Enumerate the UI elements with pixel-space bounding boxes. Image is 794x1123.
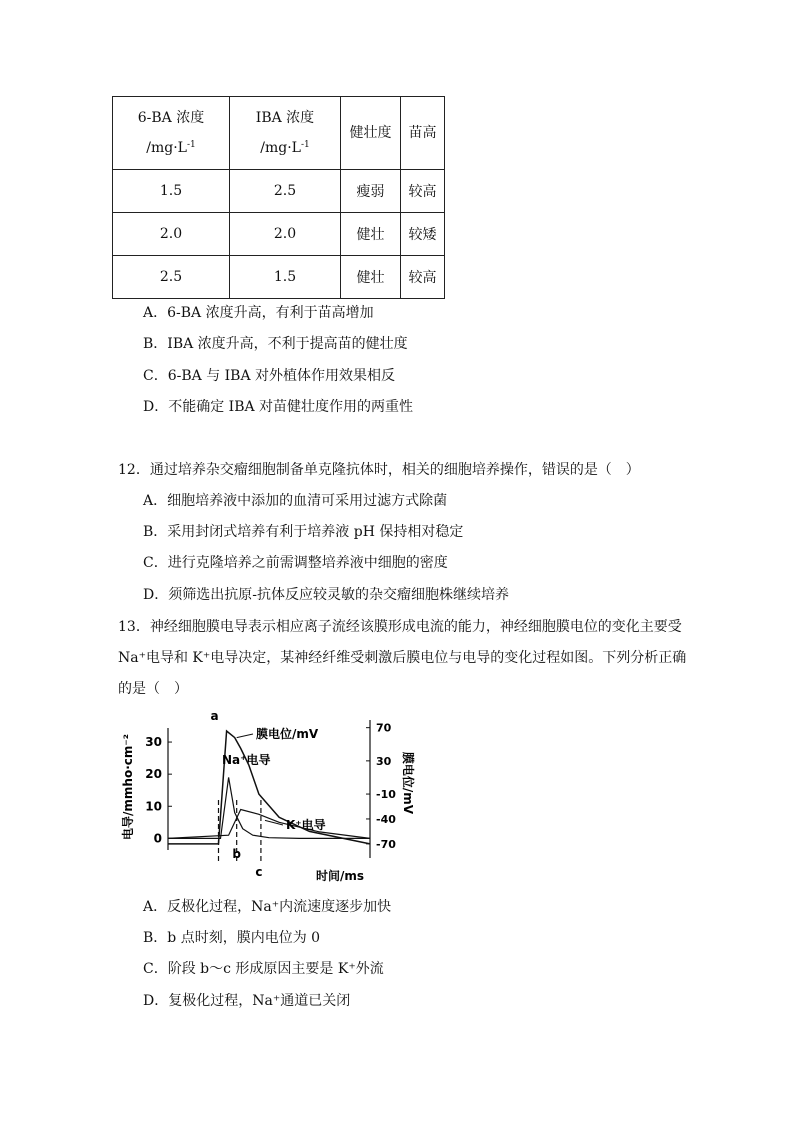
left-tick-label: 0 (153, 831, 162, 846)
table-cell: 较矮 (401, 213, 445, 256)
table-cell: 瘦弱 (341, 170, 401, 213)
table-row (113, 170, 445, 213)
series-line-0 (168, 731, 370, 844)
table-cell: 2.0 (113, 213, 230, 256)
header-6ba: 6-BA 浓度 $/mg\cdot L^{-1}$ (113, 97, 230, 170)
right-tick-label: -10 (376, 788, 396, 802)
q13-stem-line1: 13．神经细胞膜电导表示相应离子流经该膜形成电流的能力，神经细胞膜电位的变化主要受 (118, 619, 682, 635)
right-tick-label: -70 (376, 837, 396, 851)
membrane-potential-chart (110, 708, 415, 890)
table-header-row (113, 97, 445, 170)
q12-option-b: B．采用封闭式培养有利于培养液 pH 保持相对稳定 (143, 524, 464, 540)
q11-option-a: A．6-BA 浓度升高，有利于苗高增加 (143, 305, 374, 321)
table-cell: 1.5 (113, 170, 230, 213)
right-tick-label: 30 (376, 754, 392, 768)
series-line-1 (168, 777, 370, 838)
header-robustness: 健壮度 (341, 97, 401, 170)
table-cell: 2.5 (113, 256, 230, 299)
header-height: 苗高 (401, 97, 445, 170)
series-label-k: K⁺电导 (286, 818, 326, 832)
right-tick-label: 70 (376, 721, 392, 735)
q13-stem-line2: Na⁺电导和 K⁺电导决定，某神经纤维受刺激后膜电位与电导的变化过程如图。下列分析正确 (118, 650, 687, 666)
table-cell: 健壮 (341, 256, 401, 299)
q12-option-d: D．须筛选出抗原-抗体反应较灵敏的杂交瘤细胞株继续培养 (143, 587, 509, 603)
point-label-b: b (232, 847, 241, 861)
x-axis-label: 时间/ms (315, 869, 365, 883)
series-line-2 (168, 810, 370, 839)
point-label-a: a (210, 709, 219, 723)
q12-option-c: C．进行克隆培养之前需调整培养液中细胞的密度 (143, 555, 448, 571)
series-label-potential: 膜电位/mV (256, 727, 319, 741)
table-cell: 1.5 (230, 256, 341, 299)
table-cell: 健壮 (341, 213, 401, 256)
table-cell: 较高 (401, 256, 445, 299)
left-tick-label: 20 (145, 767, 162, 782)
series-label-na: Na⁺电导 (222, 753, 271, 767)
y-axis-label-right: 膜电位/mV (401, 751, 415, 815)
q11-option-b: B．IBA 浓度升高，不利于提高苗的健壮度 (143, 336, 408, 352)
data-table (112, 96, 445, 299)
table-cell: 2.5 (230, 170, 341, 213)
q11-option-c: C．6-BA 与 IBA 对外植体作用效果相反 (143, 368, 396, 384)
q13-option-c: C．阶段 b～c 形成原因主要是 K⁺外流 (143, 961, 384, 977)
left-tick-label: 30 (145, 735, 162, 750)
q13-option-b: B．b 点时刻，膜内电位为 0 (143, 930, 321, 946)
q13-option-d: D．复极化过程，Na⁺通道已关闭 (143, 993, 351, 1009)
table-cell: 2.0 (230, 213, 341, 256)
point-label-c: c (255, 865, 263, 879)
right-tick-label: -40 (376, 812, 396, 826)
q13-stem-line3: 的是（ ） (118, 681, 188, 697)
header-iba: IBA 浓度 $/mg\cdot L^{-1}$ (230, 97, 341, 170)
left-tick-label: 10 (145, 799, 162, 814)
q11-option-d: D．不能确定 IBA 对苗健壮度作用的两重性 (143, 399, 414, 415)
y-axis-label-left: 电导/mmho·cm⁻² (121, 734, 135, 840)
q12-stem: 12．通过培养杂交瘤细胞制备单克隆抗体时，相关的细胞培养操作，错误的是（ ） (118, 462, 640, 478)
table-row (113, 256, 445, 299)
label-leader (237, 734, 253, 738)
table-row (113, 213, 445, 256)
table-cell: 较高 (401, 170, 445, 213)
q13-option-a: A．反极化过程，Na⁺内流速度逐步加快 (143, 899, 392, 915)
q12-option-a: A．细胞培养液中添加的血清可采用过滤方式除菌 (143, 493, 448, 509)
